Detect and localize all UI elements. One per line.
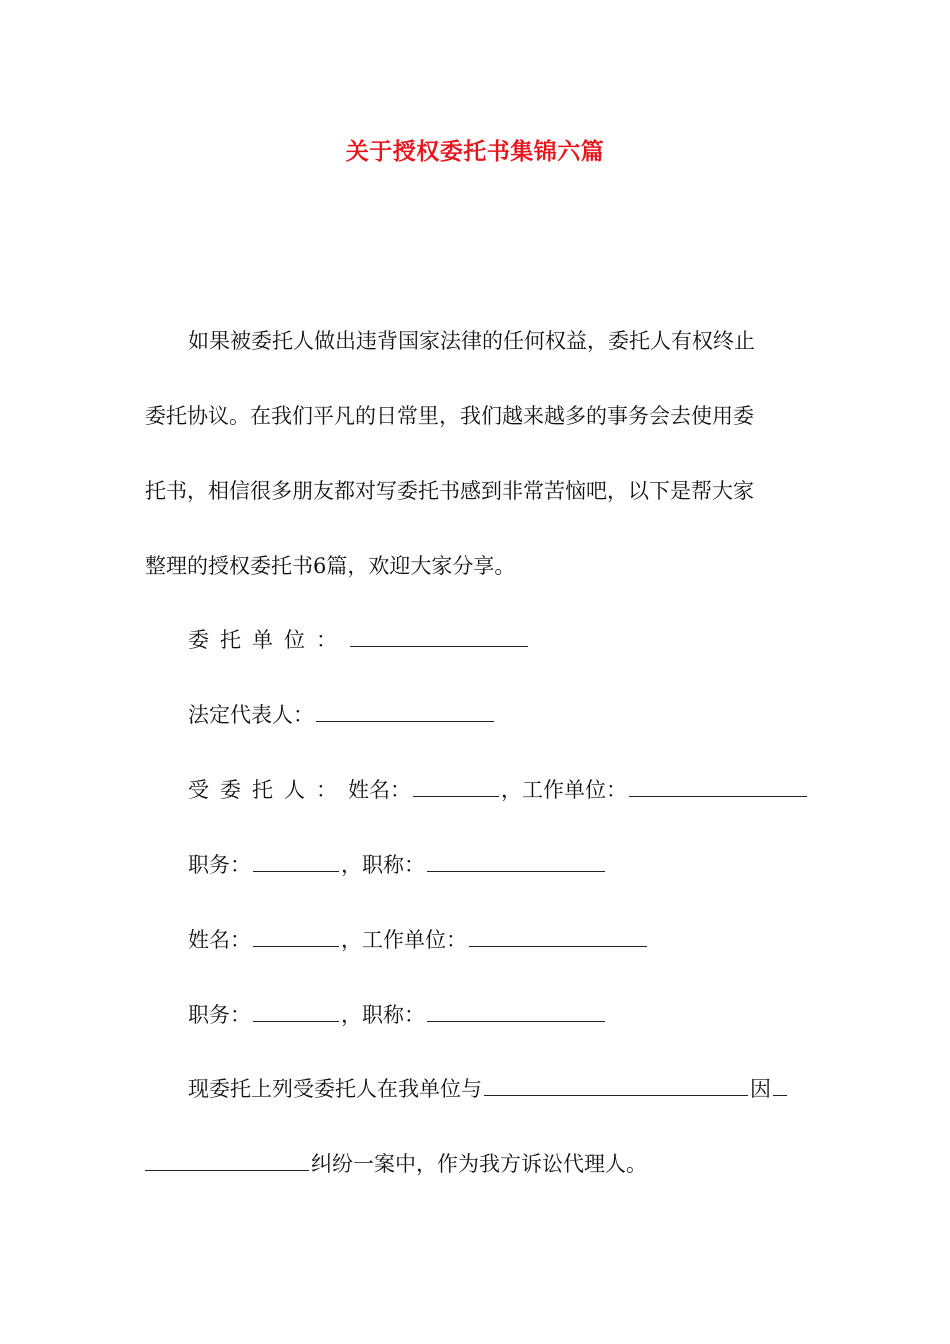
entrusting-unit-blank[interactable]: [350, 626, 528, 647]
agent-row-1: [188, 775, 809, 805]
intro-line-1: 如果被委托人做出违背国家法律的任何权益，委托人有权终止: [188, 329, 755, 353]
agent1-position-blank[interactable]: [253, 851, 339, 872]
agent1-name-label: 姓名：: [348, 778, 411, 802]
entrusting-unit-row: [188, 625, 530, 655]
entrust-prefix: 现委托上列受委托人在我单位与: [188, 1077, 482, 1101]
entrusting-unit-label: 委托单位：: [188, 628, 348, 652]
intro-line-3: 托书，相信很多朋友都对写委托书感到非常苦恼吧，以下是帮大家: [145, 479, 754, 503]
legal-rep-blank[interactable]: [316, 701, 494, 722]
agent2-comma-2: ，: [341, 1003, 362, 1027]
agent2-comma: ，: [341, 928, 362, 952]
entrust-suffix: 纠纷一案中，作为我方诉讼代理人。: [311, 1152, 647, 1176]
intro-line-4: 整理的授权委托书6篇，欢迎大家分享。: [145, 554, 516, 578]
agent2-title-blank[interactable]: [427, 1001, 605, 1022]
document-title: 关于授权委托书集锦六篇: [345, 138, 605, 165]
entrust-statement-line-2: [145, 1149, 647, 1179]
agent1-workunit-blank[interactable]: [629, 776, 807, 797]
opposing-party-blank[interactable]: [484, 1075, 748, 1096]
agent2-workunit-label: 工作单位：: [362, 928, 467, 952]
agent1-position-label: 职务：: [188, 853, 251, 877]
dispute-cause-blank-start[interactable]: [773, 1075, 787, 1096]
legal-rep-label: 法定代表人：: [188, 703, 314, 727]
agent1-comma: ，: [501, 778, 522, 802]
agent1-title-label: 职称：: [362, 853, 425, 877]
intro-line-2: 委托协议。在我们平凡的日常里，我们越来越多的事务会去使用委: [145, 404, 754, 428]
agent-label: 受委托人：: [188, 778, 348, 802]
agent2-name-label: 姓名：: [188, 928, 251, 952]
entrust-statement-line-1: [188, 1074, 789, 1104]
entrust-because: 因: [750, 1077, 771, 1101]
agent1-position-row: [188, 850, 607, 880]
agent2-position-label: 职务：: [188, 1003, 251, 1027]
dispute-cause-blank[interactable]: [145, 1150, 309, 1171]
agent2-name-blank[interactable]: [253, 926, 339, 947]
legal-rep-row: [188, 700, 496, 730]
agent2-title-label: 职称：: [362, 1003, 425, 1027]
agent1-name-blank[interactable]: [413, 776, 499, 797]
agent1-title-blank[interactable]: [427, 851, 605, 872]
agent1-comma-2: ，: [341, 853, 362, 877]
agent2-position-row: [188, 1000, 607, 1030]
agent2-position-blank[interactable]: [253, 1001, 339, 1022]
agent2-workunit-blank[interactable]: [469, 926, 647, 947]
agent1-workunit-label: 工作单位：: [522, 778, 627, 802]
agent-row-2: [188, 925, 649, 955]
